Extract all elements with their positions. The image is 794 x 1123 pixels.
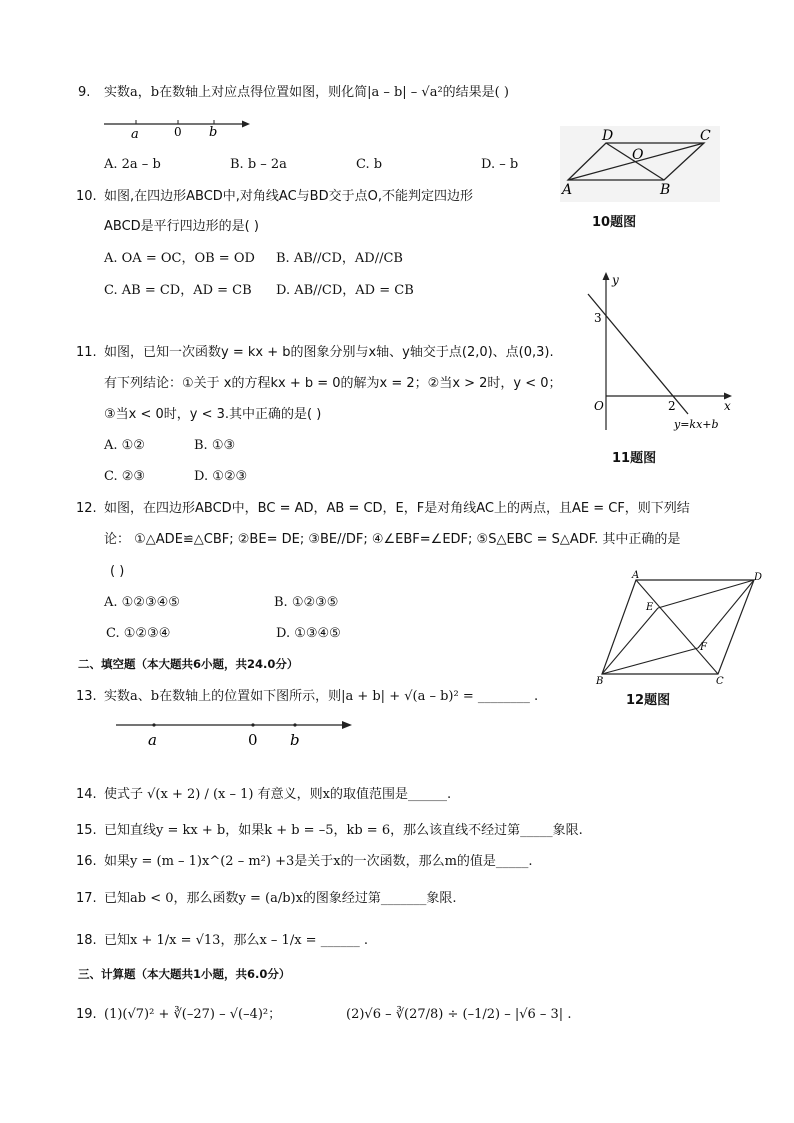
fig11-label-y: y bbox=[612, 273, 619, 287]
question-18-number: 18. bbox=[76, 933, 97, 948]
figure-12-caption: 12题图 bbox=[626, 693, 671, 708]
section-2-heading: 二、填空题（本大题共6小题，共24.0分） bbox=[78, 657, 299, 671]
question-12-option-a: A. ①②③④⑤ bbox=[104, 595, 180, 610]
fig12-label-f: F bbox=[700, 642, 707, 653]
question-15-stem: 已知直线y = kx + b，如果k + b = –5，kb = 6，那么该直线不经过第_____象限. bbox=[104, 823, 583, 838]
question-18-stem: 已知x + 1/x = √13，那么x – 1/x = ______ . bbox=[104, 933, 368, 948]
question-10-number: 10. bbox=[76, 189, 97, 204]
question-10-option-d: D. AB//CD，AD = CB bbox=[276, 283, 414, 298]
question-15-number: 15. bbox=[76, 823, 97, 838]
fig11-label-2: 2 bbox=[668, 399, 676, 413]
fig11-label-line: y=kx+b bbox=[674, 418, 719, 431]
question-16-number: 16. bbox=[76, 854, 97, 869]
question-11-option-a: A. ①② bbox=[104, 438, 145, 453]
question-11-stem-line3: ③当x < 0时，y < 3.其中正确的是( ) bbox=[104, 407, 322, 422]
figure-11-linear-graph bbox=[586, 270, 736, 432]
q13-label-0: 0 bbox=[248, 731, 258, 749]
question-12-number: 12. bbox=[76, 501, 97, 516]
q13-label-a: a bbox=[148, 731, 157, 749]
section-3-heading: 三、计算题（本大题共1小题，共6.0分） bbox=[78, 967, 291, 981]
fig10-label-c: C bbox=[700, 128, 711, 144]
question-17-stem: 已知ab < 0，那么函数y = (a/b)x的图象经过第_______象限. bbox=[104, 891, 457, 906]
fig10-label-b: B bbox=[660, 182, 671, 198]
question-12-option-d: D. ①③④⑤ bbox=[276, 626, 341, 641]
fig12-label-c: C bbox=[716, 676, 724, 687]
question-12-stem-line2: 论： ①△ADE≌△CBF; ②BE= DE; ③BE//DF; ④∠EBF=∠EDF; ⑤S△EBC = S△ADF. 其中正确的是 bbox=[104, 532, 681, 547]
question-9-stem-text: 实数a，b在数轴上对应点得位置如图，则化简|a – b| – √a²的结果是( ) bbox=[104, 85, 509, 100]
question-11-stem-line2: 有下列结论：①关于 x的方程kx + b = 0的解为x = 2；②当x > 2时，y < 0； bbox=[104, 376, 562, 391]
fig10-label-a: A bbox=[562, 182, 573, 198]
fig11-label-o: O bbox=[594, 399, 604, 413]
question-9-number-line bbox=[104, 116, 254, 142]
question-9-option-c: C. b bbox=[356, 157, 383, 172]
question-9-number: 9. bbox=[78, 85, 91, 100]
question-9-stem bbox=[104, 84, 509, 102]
question-11-stem-line1: 如图，已知一次函数y = kx + b的图象分别与x轴、y轴交于点(2,0)、点(0,3). bbox=[104, 345, 554, 360]
fig11-label-x: x bbox=[724, 399, 731, 413]
question-12-stem-line1: 如图，在四边形ABCD中，BC = AD，AB = CD，E，F是对角线AC上的两点，且AE = CF，则下列结 bbox=[104, 501, 690, 516]
question-19-number: 19. bbox=[76, 1007, 97, 1022]
q9-label-0: 0 bbox=[174, 125, 182, 139]
question-12-option-b: B. ①②③⑤ bbox=[274, 595, 339, 610]
question-10-stem-line1: 如图,在四边形ABCD中,对角线AC与BD交于点O,不能判定四边形 bbox=[104, 189, 473, 204]
question-12-option-c: C. ①②③④ bbox=[106, 626, 171, 641]
q13-label-b: b bbox=[290, 731, 300, 749]
question-14-stem: 使式子 √(x + 2) / (x – 1) 有意义，则x的取值范围是______. bbox=[104, 787, 452, 802]
fig10-label-o: O bbox=[632, 147, 644, 163]
figure-11-caption: 11题图 bbox=[612, 451, 657, 466]
question-13-number: 13. bbox=[76, 689, 97, 704]
question-19-part-1: (1)(√7)² + ∛(–27) – √(–4)²； bbox=[104, 1007, 282, 1022]
question-12-stem-line3: ( ) bbox=[110, 564, 125, 579]
q9-label-b: b bbox=[209, 125, 218, 140]
q9-label-a: a bbox=[131, 127, 139, 142]
fig12-label-d: D bbox=[754, 572, 763, 583]
fig10-label-d: D bbox=[602, 128, 614, 144]
question-10-option-a: A. OA = OC，OB = OD bbox=[104, 251, 255, 266]
question-14-number: 14. bbox=[76, 787, 97, 802]
question-13-stem: 实数a、b在数轴上的位置如下图所示，则|a + b| + √(a – b)² = ________ . bbox=[104, 689, 539, 704]
figure-10-caption: 10题图 bbox=[592, 215, 637, 230]
question-19-part-2: (2)√6 – ∛(27/8) ÷ (–1/2) – |√6 – 3| . bbox=[346, 1007, 572, 1022]
question-16-stem: 如果y = (m – 1)x^(2 – m²) +3是关于x的一次函数，那么m的值是_____. bbox=[104, 854, 533, 869]
question-11-number: 11. bbox=[76, 345, 97, 360]
question-13-number-line bbox=[116, 716, 356, 750]
question-17-number: 17. bbox=[76, 891, 97, 906]
question-9-option-a: A. 2a – b bbox=[104, 157, 161, 172]
fig12-label-b: B bbox=[596, 676, 604, 687]
question-11-option-d: D. ①②③ bbox=[194, 469, 248, 484]
fig12-label-e: E bbox=[646, 602, 654, 613]
question-11-option-c: C. ②③ bbox=[104, 469, 146, 484]
question-10-option-c: C. AB = CD，AD = CB bbox=[104, 283, 252, 298]
question-9-option-d: D. – b bbox=[481, 157, 519, 172]
figure-10-parallelogram bbox=[560, 126, 720, 202]
fig12-label-a: A bbox=[632, 570, 640, 581]
question-9-option-b: B. b – 2a bbox=[230, 157, 287, 172]
question-11-option-b: B. ①③ bbox=[194, 438, 236, 453]
figure-12-parallelogram bbox=[596, 570, 766, 688]
fig11-label-3: 3 bbox=[594, 311, 602, 325]
question-10-option-b: B. AB//CD，AD//CB bbox=[276, 251, 403, 266]
question-10-stem-line2: ABCD是平行四边形的是( ) bbox=[104, 219, 259, 234]
